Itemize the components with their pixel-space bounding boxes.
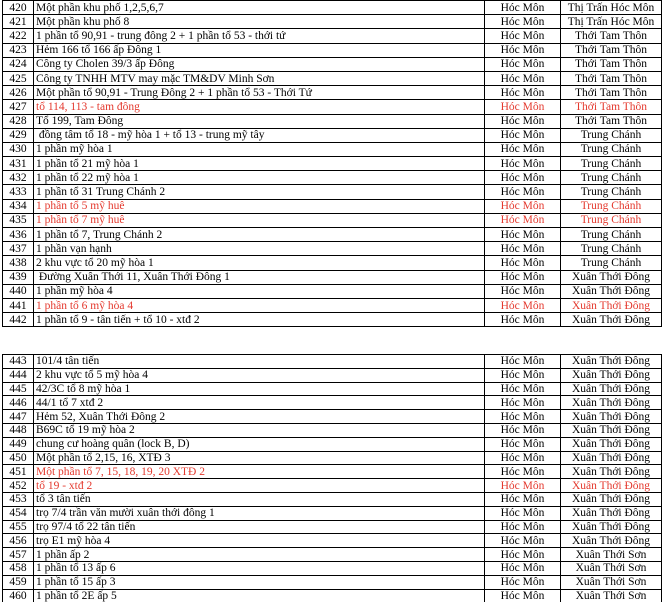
row-number-cell: 422 bbox=[3, 29, 34, 43]
district-cell: Hóc Môn bbox=[485, 561, 561, 575]
table-row bbox=[3, 423, 662, 437]
district-cell: Hóc Môn bbox=[485, 128, 561, 142]
row-number-cell: 425 bbox=[3, 71, 34, 85]
row-number-cell: 452 bbox=[3, 479, 34, 493]
row-number-cell: 437 bbox=[3, 242, 34, 256]
coverage-table-lower bbox=[2, 354, 662, 602]
district-cell: Hóc Môn bbox=[485, 355, 561, 369]
description-cell: 101/4 tân tiến bbox=[34, 355, 485, 369]
table-row bbox=[3, 382, 662, 396]
district-cell: Hóc Môn bbox=[485, 228, 561, 242]
description-cell: Một phần khu phố 1,2,5,6,7 bbox=[34, 1, 485, 15]
district-cell: Hóc Môn bbox=[485, 171, 561, 185]
description-cell: 1 phần tổ 9 - tân tiến + tổ 10 - xtđ 2 bbox=[34, 313, 485, 327]
district-cell: Hóc Môn bbox=[485, 396, 561, 410]
description-cell: Hẻm 52, Xuân Thới Đông 2 bbox=[34, 410, 485, 424]
description-cell: 2 khu vực tổ 20 mỹ hòa 1 bbox=[34, 256, 485, 270]
row-number-cell: 427 bbox=[3, 100, 34, 114]
table-row bbox=[3, 368, 662, 382]
district-cell: Hóc Môn bbox=[485, 1, 561, 15]
description-cell: tổ 114, 113 - tam đông bbox=[34, 100, 485, 114]
district-cell: Hóc Môn bbox=[485, 256, 561, 270]
row-number-cell: 459 bbox=[3, 575, 34, 589]
district-cell: Hóc Môn bbox=[485, 284, 561, 298]
row-number-cell: 446 bbox=[3, 396, 34, 410]
description-cell: 1 phần tổ 21 mỹ hòa 1 bbox=[34, 157, 485, 171]
row-number-cell: 454 bbox=[3, 506, 34, 520]
ward-cell: Xuân Thới Đông bbox=[561, 410, 662, 424]
row-number-cell: 428 bbox=[3, 114, 34, 128]
description-cell: Công ty Cholen 39/3 ấp Đông bbox=[34, 57, 485, 71]
district-cell: Hóc Môn bbox=[485, 437, 561, 451]
row-number-cell: 450 bbox=[3, 451, 34, 465]
ward-cell: Xuân Thới Đông bbox=[561, 355, 662, 369]
district-cell: Hóc Môn bbox=[485, 185, 561, 199]
table-row bbox=[3, 114, 662, 128]
description-cell: 1 phần tổ 90,91 - trung đông 2 + 1 phần tổ 53 - thới tứ bbox=[34, 29, 485, 43]
row-number-cell: 430 bbox=[3, 142, 34, 156]
table-row bbox=[3, 534, 662, 548]
table-row bbox=[3, 228, 662, 242]
description-cell: 1 phần vạn hạnh bbox=[34, 242, 485, 256]
table-row bbox=[3, 437, 662, 451]
ward-cell: Trung Chánh bbox=[561, 256, 662, 270]
district-cell: Hóc Môn bbox=[485, 86, 561, 100]
row-number-cell: 443 bbox=[3, 355, 34, 369]
description-cell: trọ 97/4 tổ 22 tân tiến bbox=[34, 520, 485, 534]
description-cell: Một phần tổ 90,91 - Trung Đông 2 + 1 phần tổ 53 - Thới Tứ bbox=[34, 86, 485, 100]
table-row bbox=[3, 520, 662, 534]
ward-cell: Thị Trấn Hóc Môn bbox=[561, 1, 662, 15]
row-number-cell: 457 bbox=[3, 548, 34, 562]
district-cell: Hóc Môn bbox=[485, 534, 561, 548]
description-cell: trọ 7/4 trần văn mười xuân thới đông 1 bbox=[34, 506, 485, 520]
table-row bbox=[3, 157, 662, 171]
table-row bbox=[3, 492, 662, 506]
ward-cell: Xuân Thới Đông bbox=[561, 423, 662, 437]
table-row bbox=[3, 506, 662, 520]
ward-cell: Xuân Thới Sơn bbox=[561, 548, 662, 562]
ward-cell: Thới Tam Thôn bbox=[561, 71, 662, 85]
ward-cell: Trung Chánh bbox=[561, 228, 662, 242]
row-number-cell: 424 bbox=[3, 57, 34, 71]
description-cell: Hẻm 166 tổ 166 ấp Đông 1 bbox=[34, 43, 485, 57]
row-number-cell: 453 bbox=[3, 492, 34, 506]
ward-cell: Thới Tam Thôn bbox=[561, 114, 662, 128]
description-cell: Một phần khu phố 8 bbox=[34, 15, 485, 29]
description-cell: B69C tổ 19 mỹ hòa 2 bbox=[34, 423, 485, 437]
row-number-cell: 435 bbox=[3, 213, 34, 227]
table-row bbox=[3, 465, 662, 479]
district-cell: Hóc Môn bbox=[485, 43, 561, 57]
table-row bbox=[3, 185, 662, 199]
table-row bbox=[3, 43, 662, 57]
description-cell: 1 phần tổ 15 ấp 3 bbox=[34, 575, 485, 589]
row-number-cell: 421 bbox=[3, 15, 34, 29]
district-cell: Hóc Môn bbox=[485, 298, 561, 312]
table-row bbox=[3, 575, 662, 589]
description-cell: tổ 19 - xtđ 2 bbox=[34, 479, 485, 493]
ward-cell: Thị Trấn Hóc Môn bbox=[561, 15, 662, 29]
description-cell: 1 phần tổ 31 Trung Chánh 2 bbox=[34, 185, 485, 199]
ward-cell: Thới Tam Thôn bbox=[561, 100, 662, 114]
table-row bbox=[3, 410, 662, 424]
district-cell: Hóc Môn bbox=[485, 368, 561, 382]
description-cell: 1 phần tổ 13 ấp 6 bbox=[34, 561, 485, 575]
ward-cell: Xuân Thới Đông bbox=[561, 506, 662, 520]
district-cell: Hóc Môn bbox=[485, 142, 561, 156]
description-cell: 1 phần tổ 2E ấp 5 bbox=[34, 589, 485, 602]
ward-cell: Trung Chánh bbox=[561, 128, 662, 142]
district-cell: Hóc Môn bbox=[485, 451, 561, 465]
row-number-cell: 447 bbox=[3, 410, 34, 424]
table-row bbox=[3, 86, 662, 100]
district-cell: Hóc Môn bbox=[485, 410, 561, 424]
description-cell: Tổ 199, Tam Đông bbox=[34, 114, 485, 128]
description-cell: 42/3C tổ 8 mỹ hòa 1 bbox=[34, 382, 485, 396]
description-cell: 1 phần tổ 6 mỹ hòa 4 bbox=[34, 298, 485, 312]
row-number-cell: 440 bbox=[3, 284, 34, 298]
table-row bbox=[3, 100, 662, 114]
description-cell: chung cư hoàng quân (lock B, D) bbox=[34, 437, 485, 451]
description-cell: Một phần tổ 7, 15, 18, 19, 20 XTĐ 2 bbox=[34, 465, 485, 479]
row-number-cell: 432 bbox=[3, 171, 34, 185]
description-cell: 1 phần tổ 5 mỹ huê bbox=[34, 199, 485, 213]
description-cell: trọ E1 mỹ hòa 4 bbox=[34, 534, 485, 548]
description-cell: 1 phần tổ 7 mỹ huê bbox=[34, 213, 485, 227]
description-cell: Công ty TNHH MTV may mặc TM&DV Minh Sơn bbox=[34, 71, 485, 85]
table-row bbox=[3, 256, 662, 270]
district-cell: Hóc Môn bbox=[485, 382, 561, 396]
ward-cell: Thới Tam Thôn bbox=[561, 57, 662, 71]
ward-cell: Xuân Thới Đông bbox=[561, 479, 662, 493]
row-number-cell: 449 bbox=[3, 437, 34, 451]
table-row bbox=[3, 142, 662, 156]
table-row bbox=[3, 396, 662, 410]
table-row bbox=[3, 589, 662, 602]
district-cell: Hóc Môn bbox=[485, 15, 561, 29]
row-number-cell: 431 bbox=[3, 157, 34, 171]
row-number-cell: 458 bbox=[3, 561, 34, 575]
ward-cell: Thới Tam Thôn bbox=[561, 43, 662, 57]
row-number-cell: 436 bbox=[3, 228, 34, 242]
ward-cell: Xuân Thới Đông bbox=[561, 451, 662, 465]
district-cell: Hóc Môn bbox=[485, 71, 561, 85]
ward-cell: Xuân Thới Đông bbox=[561, 284, 662, 298]
ward-cell: Xuân Thới Đông bbox=[561, 396, 662, 410]
ward-cell: Trung Chánh bbox=[561, 199, 662, 213]
description-cell: Đường Xuân Thới 11, Xuân Thới Đông 1 bbox=[34, 270, 485, 284]
row-number-cell: 455 bbox=[3, 520, 34, 534]
description-cell: 44/1 tổ 7 xtđ 2 bbox=[34, 396, 485, 410]
table-row bbox=[3, 242, 662, 256]
district-cell: Hóc Môn bbox=[485, 479, 561, 493]
district-cell: Hóc Môn bbox=[485, 199, 561, 213]
row-number-cell: 460 bbox=[3, 589, 34, 602]
district-cell: Hóc Môn bbox=[485, 548, 561, 562]
table-row bbox=[3, 29, 662, 43]
ward-cell: Trung Chánh bbox=[561, 171, 662, 185]
table-row bbox=[3, 15, 662, 29]
ward-cell: Xuân Thới Sơn bbox=[561, 575, 662, 589]
table-row bbox=[3, 57, 662, 71]
table-row bbox=[3, 548, 662, 562]
table-row bbox=[3, 479, 662, 493]
ward-cell: Xuân Thới Đông bbox=[561, 465, 662, 479]
table-row bbox=[3, 199, 662, 213]
description-cell: 1 phần mỹ hòa 1 bbox=[34, 142, 485, 156]
ward-cell: Xuân Thới Đông bbox=[561, 298, 662, 312]
table-row bbox=[3, 71, 662, 85]
coverage-table-upper bbox=[2, 0, 662, 327]
description-cell: 1 phần tổ 7, Trung Chánh 2 bbox=[34, 228, 485, 242]
district-cell: Hóc Môn bbox=[485, 313, 561, 327]
description-cell: 1 phần mỹ hòa 4 bbox=[34, 284, 485, 298]
district-cell: Hóc Môn bbox=[485, 465, 561, 479]
district-cell: Hóc Môn bbox=[485, 492, 561, 506]
row-number-cell: 441 bbox=[3, 298, 34, 312]
table-row bbox=[3, 451, 662, 465]
ward-cell: Xuân Thới Đông bbox=[561, 534, 662, 548]
row-number-cell: 426 bbox=[3, 86, 34, 100]
district-cell: Hóc Môn bbox=[485, 213, 561, 227]
table-row bbox=[3, 561, 662, 575]
row-number-cell: 438 bbox=[3, 256, 34, 270]
table-row bbox=[3, 284, 662, 298]
ward-cell: Thới Tam Thôn bbox=[561, 29, 662, 43]
table-row bbox=[3, 213, 662, 227]
ward-cell: Thới Tam Thôn bbox=[561, 86, 662, 100]
description-cell: 1 phần ấp 2 bbox=[34, 548, 485, 562]
table-row bbox=[3, 171, 662, 185]
district-cell: Hóc Môn bbox=[485, 589, 561, 602]
row-number-cell: 433 bbox=[3, 185, 34, 199]
row-number-cell: 451 bbox=[3, 465, 34, 479]
ward-cell: Xuân Thới Đông bbox=[561, 313, 662, 327]
row-number-cell: 456 bbox=[3, 534, 34, 548]
description-cell: tổ 3 tân tiến bbox=[34, 492, 485, 506]
row-number-cell: 429 bbox=[3, 128, 34, 142]
description-cell: 2 khu vực tổ 5 mỹ hòa 4 bbox=[34, 368, 485, 382]
table-row bbox=[3, 1, 662, 15]
row-number-cell: 439 bbox=[3, 270, 34, 284]
row-number-cell: 423 bbox=[3, 43, 34, 57]
ward-cell: Xuân Thới Đông bbox=[561, 270, 662, 284]
district-cell: Hóc Môn bbox=[485, 270, 561, 284]
description-cell: 1 phần tổ 22 mỹ hòa 1 bbox=[34, 171, 485, 185]
ward-cell: Xuân Thới Sơn bbox=[561, 589, 662, 602]
ward-cell: Xuân Thới Đông bbox=[561, 520, 662, 534]
district-cell: Hóc Môn bbox=[485, 423, 561, 437]
row-number-cell: 448 bbox=[3, 423, 34, 437]
table-row bbox=[3, 298, 662, 312]
ward-cell: Trung Chánh bbox=[561, 142, 662, 156]
description-cell: Một phần tổ 2,15, 16, XTĐ 3 bbox=[34, 451, 485, 465]
ward-cell: Xuân Thới Đông bbox=[561, 368, 662, 382]
row-number-cell: 445 bbox=[3, 382, 34, 396]
row-number-cell: 434 bbox=[3, 199, 34, 213]
table-row bbox=[3, 128, 662, 142]
district-cell: Hóc Môn bbox=[485, 100, 561, 114]
ward-cell: Trung Chánh bbox=[561, 242, 662, 256]
table-row bbox=[3, 270, 662, 284]
district-cell: Hóc Môn bbox=[485, 242, 561, 256]
row-number-cell: 444 bbox=[3, 368, 34, 382]
row-number-cell: 442 bbox=[3, 313, 34, 327]
table-row bbox=[3, 355, 662, 369]
district-cell: Hóc Môn bbox=[485, 29, 561, 43]
district-cell: Hóc Môn bbox=[485, 506, 561, 520]
district-cell: Hóc Môn bbox=[485, 157, 561, 171]
description-cell: đồng tâm tổ 18 - mỹ hòa 1 + tổ 13 - trung mỹ tây bbox=[34, 128, 485, 142]
ward-cell: Trung Chánh bbox=[561, 213, 662, 227]
district-cell: Hóc Môn bbox=[485, 114, 561, 128]
ward-cell: Xuân Thới Đông bbox=[561, 382, 662, 396]
ward-cell: Trung Chánh bbox=[561, 185, 662, 199]
district-cell: Hóc Môn bbox=[485, 57, 561, 71]
district-cell: Hóc Môn bbox=[485, 575, 561, 589]
ward-cell: Xuân Thới Đông bbox=[561, 492, 662, 506]
district-cell: Hóc Môn bbox=[485, 520, 561, 534]
table-row bbox=[3, 313, 662, 327]
ward-cell: Xuân Thới Đông bbox=[561, 437, 662, 451]
row-number-cell: 420 bbox=[3, 1, 34, 15]
ward-cell: Xuân Thới Sơn bbox=[561, 561, 662, 575]
ward-cell: Trung Chánh bbox=[561, 157, 662, 171]
